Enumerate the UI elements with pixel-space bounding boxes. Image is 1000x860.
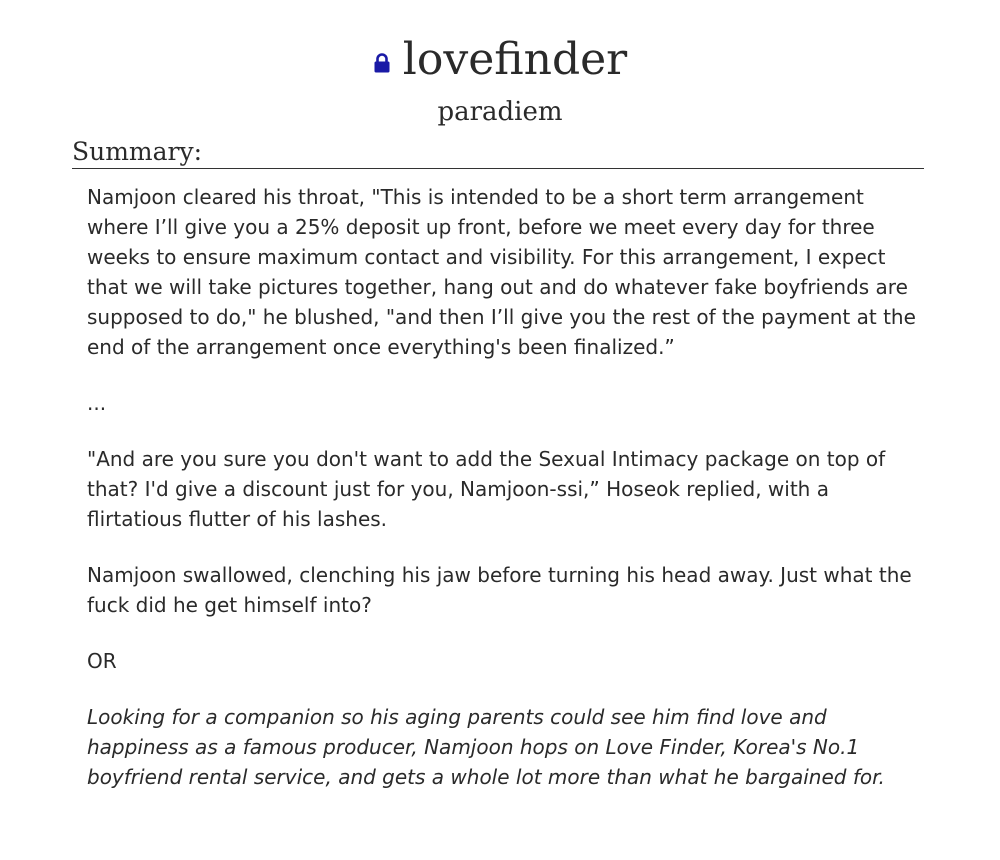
summary-paragraph: Namjoon swallowed, clenching his jaw before turning his head away. Just what the fuck did he get himself into? bbox=[87, 563, 912, 617]
summary-ellipsis: ... bbox=[87, 391, 107, 415]
summary-paragraph: Namjoon cleared his throat, "This is intended to be a short term arrangement where I’ll give you a 25% deposit up front, before we meet every day for three weeks to ensure maximum contact and visibility. For this arrangement, I expect that we will take pictures together, hang out and do whatever fake boyfriends are supposed to do," he blushed, "and then I’ll give you the rest of the payment at the end of the arrangement once everything's been finalized.” bbox=[87, 185, 916, 359]
work-author[interactable]: paradiem bbox=[437, 97, 563, 127]
summary-separator: OR bbox=[87, 649, 117, 673]
lock-icon bbox=[373, 30, 391, 90]
summary-heading: Summary: bbox=[72, 136, 924, 169]
summary-paragraph-italic: Looking for a companion so his aging parents could see him find love and happiness as a famous producer, Namjoon hops on Love Finder, Korea's No.1 boyfriend rental service, and gets a whole lot more than what he bargained for. bbox=[87, 705, 885, 789]
work-title[interactable]: lovefinder bbox=[402, 34, 628, 85]
summary-paragraph: "And are you sure you don't want to add the Sexual Intimacy package on top of that? I'd give a discount just for you, Namjoon-ssi,” Hoseok replied, with a flirtatious flutter of his lashes. bbox=[87, 447, 886, 531]
work-title-row bbox=[0, 30, 1000, 90]
summary-body bbox=[87, 182, 927, 818]
